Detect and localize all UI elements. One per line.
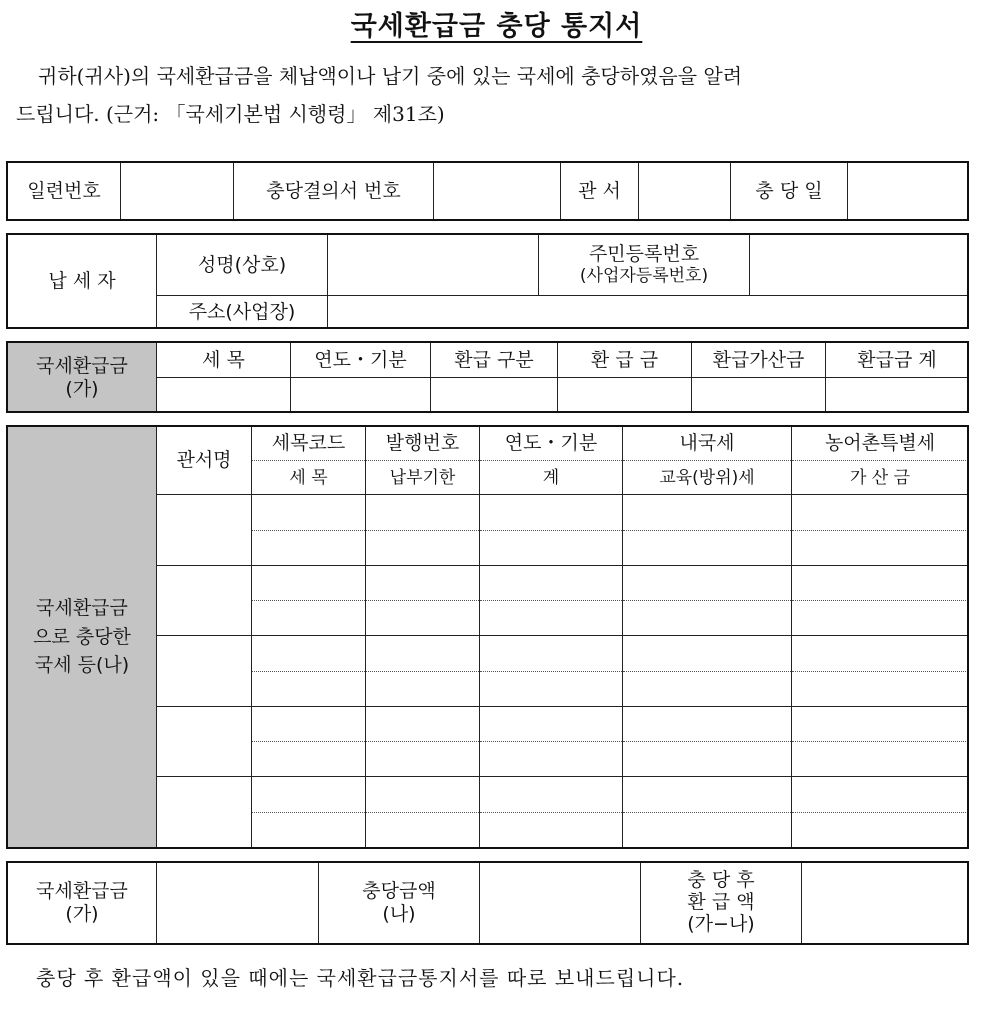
refund-header-year-period: 연도・기분	[291, 343, 431, 378]
header-year-period: 연도・기분	[480, 427, 623, 461]
refund-header-tax-item: 세 목	[157, 343, 291, 378]
summary-applied-field[interactable]	[480, 863, 641, 944]
refund-amount-field[interactable]	[558, 378, 692, 413]
row-1-year-period[interactable]	[480, 495, 623, 530]
applied-label-line-2: 으로 충당한	[33, 625, 131, 648]
applied-label-line-3: 국세 등(나)	[34, 654, 130, 677]
row-2-domestic-tax[interactable]	[623, 565, 792, 600]
row-4-education-tax[interactable]	[623, 742, 792, 777]
serial-number-label: 일련번호	[8, 163, 121, 220]
row-5-rural-special-tax[interactable]	[792, 777, 969, 812]
row-4-office-field[interactable]	[157, 706, 252, 777]
office-name-header: 관서명	[157, 427, 252, 495]
row-4-domestic-tax[interactable]	[623, 706, 792, 741]
serial-number-field[interactable]	[121, 163, 234, 220]
row-5-issue-number[interactable]	[366, 777, 480, 812]
refund-table	[7, 342, 969, 413]
applied-taxes-label	[8, 427, 157, 848]
summary-applied-label-line-1: 충당금액	[362, 880, 436, 903]
resident-id-label-line-1: 주민등록번호	[588, 243, 700, 266]
refund-interest-field[interactable]	[692, 378, 826, 413]
row-3-subtotal[interactable]	[480, 671, 623, 706]
header-rural-special-tax: 농어촌특별세	[792, 427, 969, 461]
row-1-issue-number[interactable]	[366, 495, 480, 530]
refund-header-refund-type: 환급 구분	[431, 343, 558, 378]
header-education-tax: 교육(방위)세	[623, 461, 792, 495]
row-3-tax-item[interactable]	[252, 671, 366, 706]
row-5-domestic-tax[interactable]	[623, 777, 792, 812]
row-5-education-tax[interactable]	[623, 812, 792, 847]
summary-after-field[interactable]	[802, 863, 969, 944]
summary-after-label-line-3: (가−나)	[687, 912, 755, 935]
summary-refund-label-line-1: 국세환급금	[36, 880, 128, 903]
row-4-surcharge[interactable]	[792, 742, 969, 777]
refund-header-refund-total: 환급금 계	[826, 343, 969, 378]
taxpayer-table	[7, 234, 969, 329]
summary-refund-field[interactable]	[157, 863, 319, 944]
resident-id-label	[539, 235, 750, 296]
footer-note: 충당 후 환급액이 있을 때에는 국세환급금통지서를 따로 보내드립니다.	[36, 966, 685, 990]
row-2-rural-special-tax[interactable]	[792, 565, 969, 600]
address-label: 주소(사업장)	[157, 296, 328, 329]
refund-label-line-1: 국세환급금	[36, 354, 128, 377]
row-5-surcharge[interactable]	[792, 812, 969, 847]
row-4-due-date[interactable]	[366, 742, 480, 777]
row-1-tax-item[interactable]	[252, 530, 366, 565]
row-4-tax-code[interactable]	[252, 706, 366, 741]
header-surcharge: 가 산 금	[792, 461, 969, 495]
allocation-date-field[interactable]	[848, 163, 969, 220]
allocation-date-label: 충 당 일	[731, 163, 848, 220]
summary-table	[7, 862, 969, 944]
row-3-issue-number[interactable]	[366, 636, 480, 671]
row-1-domestic-tax[interactable]	[623, 495, 792, 530]
row-2-year-period[interactable]	[480, 565, 623, 600]
header-issue-number: 발행번호	[366, 427, 480, 461]
header-row-table	[7, 162, 969, 220]
row-1-office-field[interactable]	[157, 495, 252, 566]
row-3-tax-code[interactable]	[252, 636, 366, 671]
header-domestic-tax: 내국세	[623, 427, 792, 461]
intro-line-2: 드립니다. (근거: 「국세기본법 시행령」 제31조)	[16, 102, 445, 126]
row-5-tax-code[interactable]	[252, 777, 366, 812]
summary-refund-label-line-2: (가)	[65, 903, 99, 925]
refund-label-line-2: (가)	[65, 377, 99, 400]
summary-applied-label-line-2: (나)	[382, 903, 416, 925]
refund-year-period-field[interactable]	[291, 378, 431, 413]
row-4-year-period[interactable]	[480, 706, 623, 741]
header-tax-item: 세 목	[252, 461, 366, 495]
row-4-rural-special-tax[interactable]	[792, 706, 969, 741]
row-1-due-date[interactable]	[366, 530, 480, 565]
row-3-education-tax[interactable]	[623, 671, 792, 706]
intro-paragraph	[16, 57, 966, 133]
row-4-subtotal[interactable]	[480, 742, 623, 777]
row-1-education-tax[interactable]	[623, 530, 792, 565]
header-subtotal: 계	[480, 461, 623, 495]
name-field[interactable]	[328, 235, 539, 296]
applied-taxes-table	[7, 426, 969, 848]
refund-label	[8, 343, 157, 413]
document-title: 국세환급금 충당 통지서	[350, 11, 643, 42]
refund-header-refund-amount: 환 급 금	[558, 343, 692, 378]
summary-refund-label	[8, 863, 157, 944]
row-2-subtotal[interactable]	[480, 601, 623, 636]
row-3-office-field[interactable]	[157, 636, 252, 707]
office-field[interactable]	[639, 163, 731, 220]
summary-after-label-line-2: 환 급 액	[687, 891, 755, 914]
row-2-tax-code[interactable]	[252, 565, 366, 600]
address-field[interactable]	[328, 296, 969, 329]
taxpayer-label: 납 세 자	[8, 235, 157, 329]
resolution-number-field[interactable]	[434, 163, 561, 220]
refund-type-field[interactable]	[431, 378, 558, 413]
refund-total-field[interactable]	[826, 378, 969, 413]
row-5-tax-item[interactable]	[252, 812, 366, 847]
row-2-issue-number[interactable]	[366, 565, 480, 600]
row-2-surcharge[interactable]	[792, 601, 969, 636]
row-1-rural-special-tax[interactable]	[792, 495, 969, 530]
row-2-office-field[interactable]	[157, 565, 252, 636]
row-5-subtotal[interactable]	[480, 812, 623, 847]
row-1-tax-code[interactable]	[252, 495, 366, 530]
row-3-year-period[interactable]	[480, 636, 623, 671]
row-3-due-date[interactable]	[366, 671, 480, 706]
resolution-number-label: 충당결의서 번호	[234, 163, 434, 220]
refund-tax-item-field[interactable]	[157, 378, 291, 413]
row-2-tax-item[interactable]	[252, 601, 366, 636]
row-1-subtotal[interactable]	[480, 530, 623, 565]
name-label: 성명(상호)	[157, 235, 328, 296]
header-tax-code: 세목코드	[252, 427, 366, 461]
row-3-rural-special-tax[interactable]	[792, 636, 969, 671]
row-3-surcharge[interactable]	[792, 671, 969, 706]
applied-label-line-1: 국세환급금	[36, 597, 128, 620]
resident-id-label-line-2: (사업자등록번호)	[579, 266, 709, 287]
office-label: 관 서	[561, 163, 639, 220]
row-4-issue-number[interactable]	[366, 706, 480, 741]
resident-id-field[interactable]	[750, 235, 969, 296]
header-due-date: 납부기한	[366, 461, 480, 495]
row-2-education-tax[interactable]	[623, 601, 792, 636]
summary-after-label-line-1: 충 당 후	[687, 869, 755, 892]
row-2-due-date[interactable]	[366, 601, 480, 636]
row-1-surcharge[interactable]	[792, 530, 969, 565]
row-5-office-field[interactable]	[157, 777, 252, 848]
summary-after-label	[641, 863, 802, 944]
intro-line-1: 귀하(귀사)의 국세환급금을 체납액이나 납기 중에 있는 국세에 충당하였음을 알려	[38, 64, 743, 88]
row-5-year-period[interactable]	[480, 777, 623, 812]
row-5-due-date[interactable]	[366, 812, 480, 847]
summary-applied-label	[319, 863, 480, 944]
refund-header-refund-interest: 환급가산금	[692, 343, 826, 378]
row-4-tax-item[interactable]	[252, 742, 366, 777]
row-3-domestic-tax[interactable]	[623, 636, 792, 671]
